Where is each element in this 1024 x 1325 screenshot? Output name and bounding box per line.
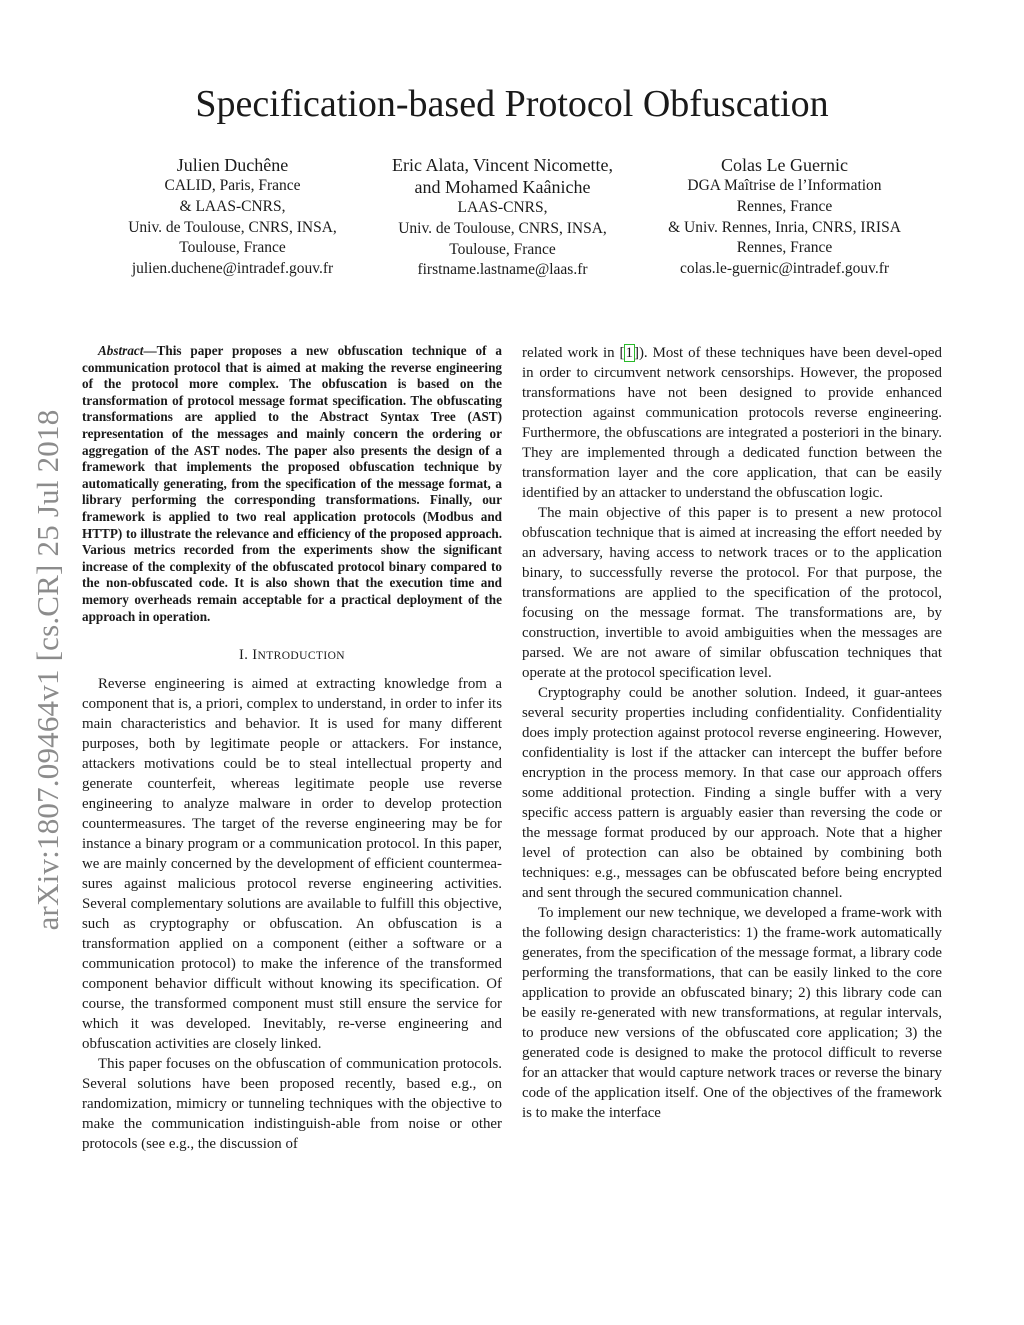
- author-3-name: Colas Le Guernic: [721, 155, 848, 175]
- abstract-label: Abstract: [98, 343, 144, 358]
- right-column: [522, 343, 942, 1123]
- author-1-name: Julien Duchêne: [176, 155, 289, 175]
- author-2: [370, 154, 635, 281]
- author-2-email: firstname.lastname@laas.fr: [417, 261, 588, 279]
- arxiv-identifier-text: arXiv:1807.09464v1 [cs.CR] 25 Jul 2018: [30, 409, 65, 931]
- text-segment: ]). Most of these techniques have been devel-oped in order to circumvent network censorships. However, the proposed transformations have not been designed to provide enhanced protection against communication protocols reverse engineering. Furthermore, the obfuscations are integrated a posteriori in the binary. They are implemented through a dedicated function between the transformation layer and the core application, that can be easily identified by an attacker to understand the obfuscation logic.: [522, 345, 942, 501]
- paper-title: Specification-based Protocol Obfuscation: [195, 83, 829, 125]
- author-3-affiliation-line: DGA Maîtrise de l’Information: [687, 177, 882, 194]
- body-paragraph-continued: [522, 343, 942, 503]
- abstract: [82, 343, 502, 625]
- arxiv-identifier-stamp: [28, 370, 68, 970]
- citation-link[interactable]: 1: [625, 345, 633, 361]
- section-heading-introduction: [82, 645, 502, 666]
- author-2-name-continued: and Mohamed Kaâniche: [414, 177, 591, 197]
- author-1-affiliation-line: Toulouse, France: [179, 239, 286, 257]
- author-2-name: Eric Alata, Vincent Nicomette,: [391, 155, 613, 175]
- body-paragraph: Cryptography could be another solution. Indeed, it guar-antees several security properties including confidentiality. Confidentiality does imply protection against protocol reverse engineering. However, confidentiality is lost if the attacker can intercept the buffer before encryption in the process memory. In that case our approach offers some additional protection. Finding a single buffer with a very specific access pattern is arguably easier than reversing the code or the message format produced by our approach. Note that a higher level of protection can also be obtained by combining both techniques: e.g., messages can be obfuscated before being encrypted and sent through the secured communication channel.: [522, 685, 942, 901]
- author-3: [647, 154, 922, 281]
- author-1-affiliation-line: & LAAS-CNRS,: [179, 197, 286, 215]
- author-2-affiliation-line: Univ. de Toulouse, CNRS, INSA,: [398, 219, 607, 237]
- body-paragraph: The main objective of this paper is to present a new protocol obfuscation technique that is aimed at increasing the effort needed by an adversary, having access to network traces or to the application binary, to successfully reverse the protocol. For that purpose, the transformations are applied to the specification of the protocol, focusing on the message format. The transformations are, by construction, invertible to avoid ambiguities when the messages are parsed. We are not aware of similar obfuscation techniques that operate at the protocol specification level.: [522, 505, 942, 681]
- body-paragraph: Reverse engineering is aimed at extracting knowledge from a component that is, a priori, complex to understand, in order to infer its main characteristics and behavior. It is used for many different purposes, both by legitimate people or attackers. For instance, attackers motivations could be to steal intellectual property and generate counterfeit, whereas legitimate people use reverse engineering to analyze malware in order to develop protection countermeasures. The target of the reverse engineering may be for instance a binary program or a communication protocol. In this paper, we are mainly concerned by the development of efficient countermea-sures against malicious protocol reverse engineering activities. Several complementary solutions are available to fulfill this objective, such as cryptography or obfuscation. An obfuscation is a transformation applied on a component (either a software or a communication protocol) to make the inference of the transformed component behavior difficult without knowing its specification. Of course, the transformed component must still ensure the service for which it was developed. Inevitably, re-verse engineering and obfuscation activities are closely linked.: [82, 676, 502, 1053]
- author-3-affiliation-line: Rennes, France: [736, 197, 833, 215]
- body-paragraph: This paper focuses on the obfuscation of communication protocols. Several solutions have been proposed recently, based e.g., on randomization, mimicry or tunneling techniques with the objective to make the communication indistinguish-able from noise or other protocols (see e.g., the discussion of: [82, 1056, 502, 1153]
- author-1-affiliation-line: Univ. de Toulouse, CNRS, INSA,: [128, 218, 337, 236]
- author-3-email: colas.le-guernic@intradef.gouv.fr: [679, 260, 890, 278]
- author-1-email: julien.duchene@intradef.gouv.fr: [131, 260, 334, 278]
- author-2-affiliation-line: Toulouse, France: [449, 240, 556, 258]
- text-segment: related work in [: [522, 345, 625, 361]
- section-number: I.: [239, 647, 249, 664]
- author-1: [100, 154, 365, 281]
- section-title-rest: NTRODUCTION: [257, 650, 345, 663]
- author-3-affiliation-line: Rennes, France: [736, 239, 833, 257]
- abstract-text: —This paper proposes a new obfuscation technique of a communication protocol that is aimed at making the reverse engineering of the protocol more complex. The obfuscation is based on the transformation of protocol message format specification. The obfuscating transformations are applied to the Abstract Syntax Tree (AST) representation of the messages and mainly concern the ordering or aggregation of the AST nodes. The paper also presents the design of a framework that implements the proposed obfuscation technique by automatically generating, from the specification of the message format, a library performing the corresponding transformations. Finally, our framework is applied to two real application protocols (Modbus and HTTP) to illustrate the relevance and efficiency of the proposed approach. Various metrics recorded from the experiments show the significant increase of the complexity of the obfuscated protocol binary compared to the non-obfuscated code. It is also shown that the execution time and memory overheads remain acceptable for a practical deployment of the approach in operation.: [82, 343, 502, 624]
- author-1-affiliation-line: CALID, Paris, France: [164, 177, 301, 194]
- author-3-affiliation-line: & Univ. Rennes, Inria, CNRS, IRISA: [668, 218, 901, 236]
- author-block: [100, 154, 950, 281]
- section-title-initial: I: [252, 647, 258, 664]
- body-paragraph: To implement our new technique, we developed a frame-work with the following design characteristics: 1) the frame-work automatically generates, from the specification of the message format, a library code performing the transformations, that can be easily linked to the core application to provide an obfuscated binary; 2) this library code can be easily re-generated with new transformations, at regular intervals, to produce new versions of the obfuscated core application; 3) the generated code is designed to make the protocol difficult to reverse for an attacker that would capture network traces or reverse the binary code of the application itself. One of the objectives of the framework is to make the interface: [522, 905, 942, 1121]
- left-column: [82, 343, 502, 1154]
- author-2-affiliation-line: LAAS-CNRS,: [457, 199, 548, 216]
